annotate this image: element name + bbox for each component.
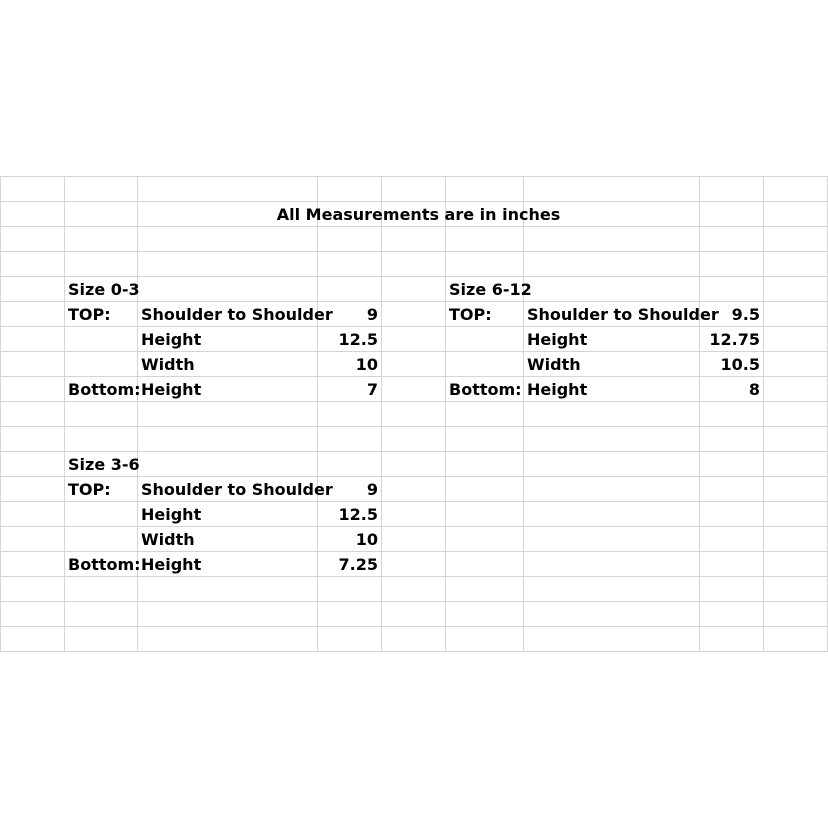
page-title: All Measurements are in inches (276, 205, 561, 224)
measurement-label: Shoulder to Shoulder (527, 305, 719, 324)
measurement-label: Height (141, 505, 202, 524)
measurement-value: 10 (355, 355, 378, 374)
size-label: Size 0-3 (68, 280, 140, 299)
grid-line (317, 176, 318, 652)
measurement-value: 9 (366, 480, 378, 499)
grid-line (0, 651, 828, 652)
measurement-value: 8 (748, 380, 760, 399)
grid-line (0, 601, 828, 602)
measurement-label: Height (527, 380, 588, 399)
grid-line (0, 251, 828, 252)
bottom-label: Bottom: (449, 380, 522, 399)
grid-line (699, 176, 700, 652)
size-label: Size 6-12 (449, 280, 532, 299)
measurement-value: 12.75 (709, 330, 760, 349)
grid-line (0, 526, 828, 527)
measurement-value: 9 (366, 305, 378, 324)
spreadsheet-grid (0, 176, 828, 652)
bottom-label: Bottom: (68, 380, 141, 399)
grid-line (64, 176, 65, 652)
measurement-label: Height (527, 330, 588, 349)
measurement-label: Height (141, 555, 202, 574)
grid-line (445, 176, 446, 652)
size-label: Size 3-6 (68, 455, 140, 474)
grid-line (0, 426, 828, 427)
measurement-label: Height (141, 330, 202, 349)
grid-line (763, 176, 764, 652)
measurement-label: Width (141, 355, 195, 374)
measurement-value: 10.5 (720, 355, 760, 374)
measurement-value: 9.5 (731, 305, 760, 324)
measurement-label: Height (141, 380, 202, 399)
measurement-label: Shoulder to Shoulder (141, 305, 333, 324)
measurement-value: 12.5 (338, 505, 378, 524)
measurement-label: Width (141, 530, 195, 549)
measurement-value: 7.25 (338, 555, 378, 574)
measurement-value: 12.5 (338, 330, 378, 349)
grid-line (0, 176, 1, 652)
top-label: TOP: (449, 305, 492, 324)
top-label: TOP: (68, 480, 111, 499)
grid-line (523, 176, 524, 652)
top-label: TOP: (68, 305, 111, 324)
measurement-label: Width (527, 355, 581, 374)
grid-line (0, 501, 828, 502)
grid-line (0, 176, 828, 177)
measurement-value: 7 (366, 380, 378, 399)
grid-line (381, 176, 382, 652)
grid-line (0, 626, 828, 627)
grid-line (137, 176, 138, 652)
bottom-label: Bottom: (68, 555, 141, 574)
measurement-value: 10 (355, 530, 378, 549)
measurement-label: Shoulder to Shoulder (141, 480, 333, 499)
